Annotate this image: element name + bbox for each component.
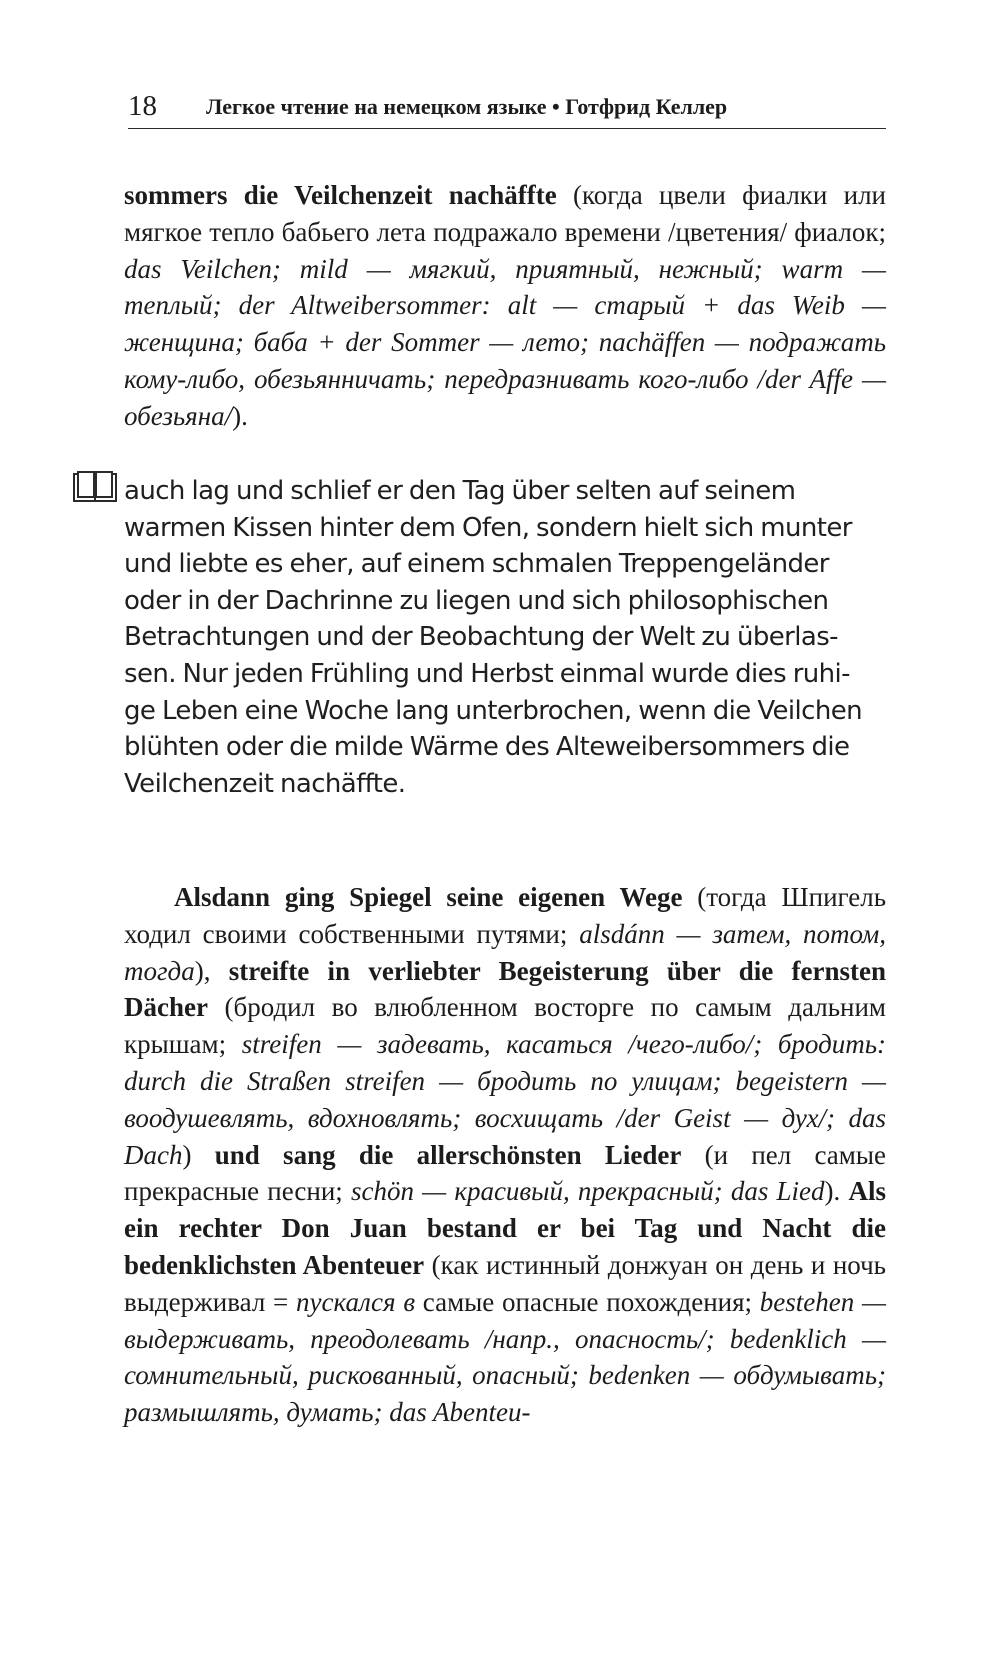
gloss-translation: (тогда Шпигель ходил своими собственными путями;: [124, 882, 887, 949]
open-book-icon: [72, 471, 118, 503]
gloss-german-phrase: Als ein rechter Don Juan bestand er bei Tag und Nacht die bedenklichsten Abenteuer: [124, 1176, 886, 1280]
german-reading-text: [124, 473, 886, 802]
gloss-paragraph: [124, 879, 886, 1431]
gloss-punctuation: ),: [194, 955, 229, 986]
reading-line: ge Leben eine Woche lang unterbrochen, wenn die Veilchen: [124, 695, 862, 726]
gloss-paragraph: [124, 177, 886, 435]
gloss-punctuation: ).: [824, 1176, 849, 1207]
reading-line: Betrachtungen und der Beobachtung der Welt zu überlas-: [124, 622, 838, 653]
reading-line: warmen Kissen hinter dem Ofen, sondern hielt sich munter: [124, 512, 852, 543]
gloss-vocabulary: streifen — задевать, касаться /чего-либо/; бродить: durch die Straßen streifen — бродить по улицам; begeistern — воодушевлять, вдохновлять; восхищать /der Geist — дух/; das Dach: [124, 1029, 887, 1170]
gloss-german-phrase: und sang die allerschönsten Lieder: [214, 1139, 682, 1170]
gloss-translation: (и пел самые прекрасные песни;: [124, 1139, 887, 1207]
gloss-vocabulary: alsdánn — затем, потом, тогда: [124, 918, 887, 986]
reading-line: auch lag und schlief er den Tag über selten auf seinem: [124, 476, 796, 506]
reading-line: blühten oder die milde Wärme des Alteweibersommers die: [124, 732, 850, 763]
gloss-punctuation: ): [182, 1139, 215, 1170]
gloss-translation: (бродил во влюбленном восторге по самым дальним крышам;: [124, 992, 886, 1060]
gloss-german-phrase: streifte in verliebter Begeisterung über die fernsten Dächer: [124, 955, 886, 1023]
gloss-punctuation: ).: [232, 400, 248, 431]
reading-line: Veilchenzeit nachäffte.: [124, 768, 406, 799]
reading-line: und liebte es eher, auf einem schmalen Treppengeländer: [124, 549, 829, 580]
gloss-vocabulary: schön — красивый, прекрасный; das Lied: [350, 1176, 825, 1207]
reading-line: oder in der Dachrinne zu liegen und sich philosophischen: [124, 585, 829, 616]
gloss-german-phrase: sommers die Veilchenzeit nachäffte: [124, 180, 557, 210]
gloss-german-phrase: Alsdann ging Spiegel seine eigenen Wege: [174, 882, 683, 912]
page-number: 18: [128, 90, 157, 122]
gloss-translation: самые опасные похождения;: [415, 1286, 760, 1317]
gloss-translation: (когда цвели фиалки или мягкое тепло бабьего лета подражало времени /цветения/ фиалок;: [124, 180, 886, 247]
gloss-translation: (как истинный донжуан он день и ночь выдерживал =: [124, 1249, 886, 1317]
gloss-vocabulary: das Veilchen; mild — мягкий, приятный, нежный; warm — теплый; der Altweibersommer: alt — старый + das Weib — женщина; баба + der Sommer — лето; nachäffen — подражать кому-либо, обезьянничать; передразнивать кого-либо /der Affe — обезьяна/: [124, 253, 886, 431]
gloss-vocabulary: bestehen — выдерживать, преодолевать /напр., опасность/; bedenklich — сомнительный, рискованный, опасный; bedenken — обдумывать; размышлять, думать; das Abenteu-: [124, 1286, 886, 1428]
page-header: [128, 88, 886, 129]
running-title: Легкое чтение на немецком языке • Готфрид Келлер: [206, 94, 728, 119]
gloss-vocabulary: пускался в: [296, 1286, 416, 1317]
reading-line: sen. Nur jeden Frühling und Herbst einmal wurde dies ruhi-: [124, 658, 850, 689]
